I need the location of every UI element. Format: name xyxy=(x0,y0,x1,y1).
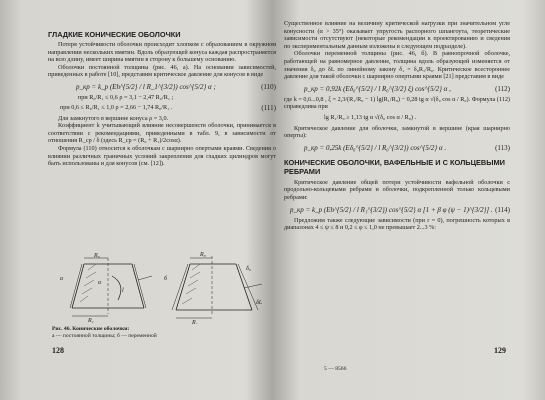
label-delta0: δ₀ xyxy=(246,266,251,272)
cone-b-hatching xyxy=(182,264,200,304)
page-number: 129 xyxy=(494,346,506,355)
formula-114 xyxy=(284,206,510,214)
paragraph: Критическое давление общей потери устойчивости вафельной оболочки с продольно-кольцевыми ребрами и оболочки, подкрепленной только кольцевыми ребрами: xyxy=(284,178,510,201)
label-delta-l: δL xyxy=(256,300,263,306)
label-r1-b: R₁ xyxy=(192,320,198,324)
paragraph: Предложим также следующие зависимости (при r = 0), погрешность которых в диапазонах 4 ≤ ψ ≤ 8 и 0,2 ≤ φ ≤ 1,0 не превышает 2...3 %: xyxy=(284,216,510,232)
left-page xyxy=(48,0,276,392)
label-r1: R₁ xyxy=(88,318,94,324)
paragraph: Потеря устойчивости оболочки происходит хлопком с образованием в окружном направлении нескольких вмятин. Вдоль образующей конуса каждая распространяется на всю длину, имеет ширина вмятин в сторону к большему основанию. xyxy=(48,41,276,64)
formula-112 xyxy=(284,85,510,93)
formula-text: p_кр = 0,25k (Eδ₀^{5/2} / l R₀^{3/2}) cos^{5/2} α . xyxy=(304,143,447,152)
condition: при 0,6 ≤ R₀/R₁ ≤ 1,0 ρ = 2,66 − 1,74 R₀/R₁ . xyxy=(60,103,173,111)
equation-number: (114) xyxy=(495,205,510,214)
section-heading-smooth-cones: ГЛАДКИЕ КОНИЧЕСКИЕ ОБОЛОЧКИ xyxy=(48,30,181,39)
cone-drawings xyxy=(52,250,272,324)
label-r0-b: R₀ xyxy=(200,252,206,258)
caption-body: а — постоянной толщины; б — переменной xyxy=(52,332,157,339)
label-alpha: α xyxy=(98,280,102,286)
condition: lg R₁/R₀ ≥ 1,13 tg α √(δ₀ cos α / R₀) . xyxy=(324,113,417,121)
formula-text: p_кр = 0,92k (Eδ₀^{5/2} / l R₀^{3/2} ξ) cos^{5/2} α , xyxy=(304,84,451,93)
label-l: l xyxy=(122,288,124,294)
equation-number: (112) xyxy=(495,84,510,93)
paragraph: где k = 0,6...0,8 , ξ = 2,3/(R₁/R₀ − 1) lg(R₁/R₀) − 0,28 tg α √(δ₀ cos α / R₀). Формула (112) справедлива при xyxy=(284,95,510,111)
paragraph: Оболочки переменной толщины (рис. 46, б). В равнопрочной оболочке, работающей на равномерное давление, толщина вдоль образующей изменяется от значения δ₀ до δL по линейному закону δ₁ = δ₀R₁/R₀. Критическое всестороннее давление для такой оболочки с шарнирно опертыми краями [21] представим в виде xyxy=(284,50,510,81)
paragraph: Коэффициент k учитывающий влияние несовершенств оболочки, принимается в соответствии с рекомендациями, приведенными в табл. 9, в зависимости от отношения R_ср / δ (здесь R_ср = (R₀ + R₁)/2cosα). xyxy=(48,122,276,145)
label-b: б xyxy=(164,276,168,282)
cone-a-outline xyxy=(70,258,152,316)
right-page xyxy=(284,0,510,392)
equation-number: (113) xyxy=(495,143,510,152)
formula-110 xyxy=(48,83,276,91)
formula-113 xyxy=(284,144,510,152)
label-a: a xyxy=(60,276,63,282)
figure-46 xyxy=(52,250,272,324)
figure-caption xyxy=(52,326,272,340)
formula-111 xyxy=(48,104,276,112)
paragraph: Оболочки постоянной толщины (рис. 46, а). На основании зависимостей, приведенных в работе [10], представим критическое давление для конусов в виде xyxy=(48,63,276,79)
label-r0: R₀ xyxy=(94,253,100,259)
formula-text: p_кр = k_p (Eh^{5/2} / l R₁^{3/2}) cos^{5/2} α [1 + β φ (ψ − 1)^{3/2}] . xyxy=(290,205,493,214)
page-number: 128 xyxy=(52,346,64,355)
paragraph: Критическое давление для оболочки, замкнутой в вершине (края шарнирно оперты): xyxy=(284,124,510,140)
caption-title: Рис. 46. Конические оболочки: xyxy=(52,326,130,332)
formula-text: p_кр = k_p (Eh^{5/2} / l R_1^{3/2}) cos^{5/2} α ; xyxy=(76,82,216,91)
paragraph: Для замкнутого в вершине конуса ρ = 3,0. xyxy=(58,114,169,122)
paragraph: Формула (110) относится к оболочкам с шарнирно опертыми краями. Сведения о влиянии различных граничных условий закрепления для гладких цилиндров могут быть использованы и для конусов (см. [12]). xyxy=(48,144,276,168)
signature-mark: 5 — 8566 xyxy=(324,366,347,372)
equation-number: (111) xyxy=(261,103,276,112)
equation-number: (110) xyxy=(261,82,276,91)
condition: при R₀/R₁ ≤ 0,6 ρ = 3,1 − 2,47 R₀/R₁ ; xyxy=(78,93,174,101)
section-heading-waffle-cones: КОНИЧЕСКИЕ ОБОЛОЧКИ, ВАФЕЛЬНЫЕ И С КОЛЬЦЕВЫМИ РЕБРАМИ xyxy=(284,157,505,176)
paragraph: Существенное влияние на величину критической нагрузки при значительном угле конусности (α > 35°) оказывает упругость распорного шпангоута, теоретические зависимости отсутствуют (некоторые рекомендации к проектированию и сведения по экспериментальным данным изложены в следующем подразделе). xyxy=(284,20,510,50)
